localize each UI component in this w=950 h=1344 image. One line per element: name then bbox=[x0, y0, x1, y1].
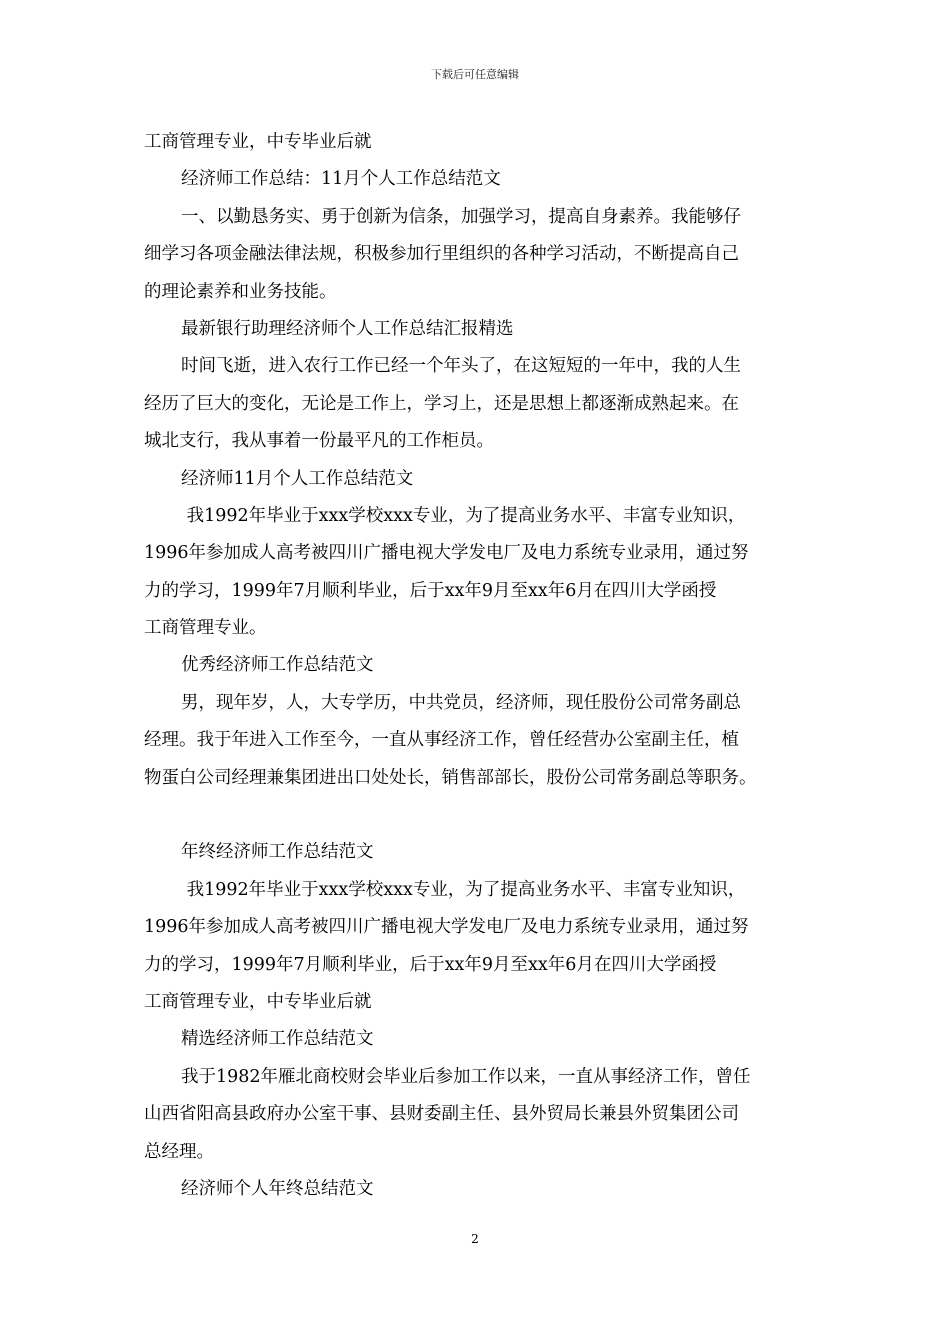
section-heading: 优秀经济师工作总结范文 bbox=[181, 655, 374, 676]
paragraph-line: 1996年参加成人高考被四川广播电视大学发电厂及电力系统专业录用，通过努 bbox=[144, 543, 749, 564]
section-heading: 最新银行助理经济师个人工作总结汇报精选 bbox=[181, 318, 514, 339]
section-heading: 精选经济师工作总结范文 bbox=[181, 1029, 374, 1050]
paragraph-line: 的理论素养和业务技能。 bbox=[144, 281, 337, 302]
paragraph-line: 工商管理专业。 bbox=[144, 618, 267, 639]
paragraph-line: 力的学习，1999年7月顺利毕业，后于xx年9月至xx年6月在四川大学函授 bbox=[144, 580, 717, 601]
paragraph-line: 工商管理专业，中专毕业后就 bbox=[144, 132, 372, 152]
paragraph-line: 物蛋白公司经理兼集团进出口处处长，销售部部长，股份公司常务副总等职务。 bbox=[144, 767, 757, 788]
paragraph-line: 细学习各项金融法律法规，积极参加行里组织的各种学习活动，不断提高自己 bbox=[144, 244, 739, 265]
paragraph-line: 总经理。 bbox=[144, 1141, 214, 1162]
paragraph-line: 1996年参加成人高考被四川广播电视大学发电厂及电力系统专业录用，通过努 bbox=[144, 917, 749, 938]
paragraph-line: 时间飞逝，进入农行工作已经一个年头了，在这短短的一年中，我的人生 bbox=[181, 356, 741, 377]
paragraph-line: 经理。我于年进入工作至今，一直从事经济工作，曾任经营办公室副主任，植 bbox=[144, 730, 739, 751]
paragraph-line: 一、以勤恳务实、勇于创新为信条，加强学习，提高自身素养。我能够仔 bbox=[181, 206, 741, 227]
section-heading: 经济师11月个人工作总结范文 bbox=[181, 468, 414, 489]
section-heading: 经济师工作总结：11月个人工作总结范文 bbox=[181, 169, 501, 190]
document-body bbox=[144, 124, 824, 1208]
paragraph-line: 力的学习，1999年7月顺利毕业，后于xx年9月至xx年6月在四川大学函授 bbox=[144, 954, 717, 975]
paragraph-line: 城北支行，我从事着一份最平凡的工作柜员。 bbox=[144, 431, 494, 452]
paragraph-line: 工商管理专业，中专毕业后就 bbox=[144, 991, 372, 1012]
page-header: 下载后可任意编辑 bbox=[431, 68, 519, 81]
page-number: 2 bbox=[471, 1232, 479, 1246]
section-heading: 年终经济师工作总结范文 bbox=[181, 842, 374, 863]
paragraph-line: 男，现年岁，人，大专学历，中共党员，经济师，现任股份公司常务副总 bbox=[181, 692, 741, 713]
paragraph-line: 我于1982年雁北商校财会毕业后参加工作以来，一直从事经济工作，曾任 bbox=[181, 1066, 751, 1087]
blank-line bbox=[144, 797, 824, 834]
paragraph-line: 我1992年毕业于xxx学校xxx专业，为了提高业务水平、丰富专业知识， bbox=[181, 879, 746, 900]
section-heading: 经济师个人年终总结范文 bbox=[181, 1178, 374, 1199]
paragraph-line: 我1992年毕业于xxx学校xxx专业，为了提高业务水平、丰富专业知识， bbox=[181, 505, 746, 526]
paragraph-line: 经历了巨大的变化，无论是工作上，学习上，还是思想上都逐渐成熟起来。在 bbox=[144, 393, 739, 414]
paragraph-line: 山西省阳高县政府办公室干事、县财委副主任、县外贸局长兼县外贸集团公司 bbox=[144, 1104, 739, 1125]
